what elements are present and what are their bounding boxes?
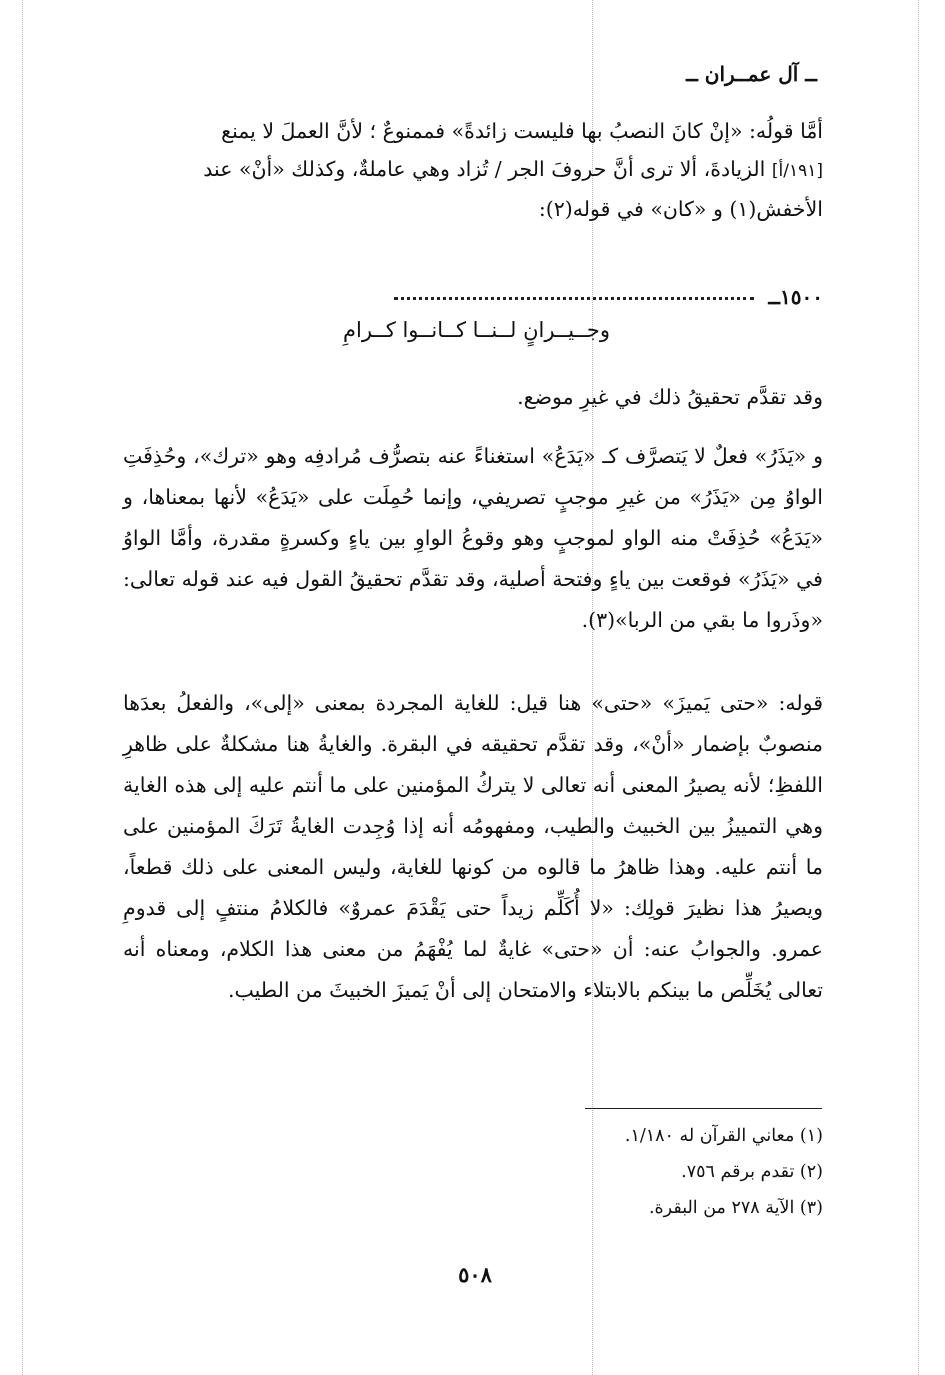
paragraph-1-line-2: الزيادةَ، ألا ترى أنَّ حروفَ الجر / تُزاد وهي عاملةٌ، وكذلك «أنْ» عند: [203, 157, 766, 181]
paragraph-4: قوله: «حتى يَميزَ» «حتى» هنا قيل: للغاية المجردة بمعنى «إلى»، والفعلُ بعدَها منصوبٌ بإضمار «أنْ»، وقد تقدَّم تحقيقه في البقرة. والغايةُ هنا مشكلةٌ على ظاهرِ اللفظِ؛ لأنه يصيرُ المعنى أنه تعالى لا يتركُ المؤمنين على ما أنتم عليه إلى هذه الغاية وهي التمييزُ بين الخبيث والطيب، ومفهومُه أنه إذا وُجِدت الغايةُ تَرَكَ المؤمنين على ما أنتم عليه. وهذا ظاهرُ ما قالوه من كونها للغاية، وليس المعنى على ذلك قطعاً، ويصيرُ هذا نظيرَ قولِك: «لا أُكَلِّم زيداً حتى يَقْدَمَ عمروٌ» فالكلامُ منتفٍ إلى قدومِ عمرو. والجوابُ عنه: أن «حتى» غايةٌ لما يُفْهَمُ من معنى هذا الكلام، ومعناه أنه تعالى يُخَلِّص ما بينكم بالابتلاء والامتحان إلى أنْ يَميزَ الخبيثَ من الطيب.: [123, 691, 823, 1002]
paragraph-1-line-3: الأخفش(١) و «كان» في قوله(٢):: [538, 197, 823, 221]
paragraph-1: [123, 112, 823, 228]
verse-number: ١٥٠٠ــ: [768, 285, 823, 309]
verse-header: [123, 282, 823, 312]
running-header: ــ آل عمــران ــ: [686, 62, 817, 86]
scan-guide-line: [918, 0, 919, 1375]
footnote-2: (٢) تقدم برقم ٧٥٦.: [681, 1162, 823, 1182]
footnote-3: (٣) الآية ٢٧٨ من البقرة.: [648, 1198, 823, 1218]
verse-dotted-line: [394, 287, 754, 300]
paragraph-1-line-1: أمَّا قولُه: «إنْ كانَ النصبُ بها فليست زائدةً» فممنوعٌ ؛ لأنَّ العملَ لا يمنع: [221, 119, 823, 143]
verse-text: وجــيــرانٍ لــنــا كــانــوا كــرامِ: [343, 318, 610, 342]
paragraph-2: وقد تقدَّم تحقيقُ ذلك في غيرِ موضع.: [517, 385, 823, 409]
footnotes: [123, 1118, 823, 1226]
manuscript-page-marker: [١٩١/أ]: [771, 161, 823, 181]
footnote-1: (١) معاني القرآن له ١/١٨٠.: [624, 1126, 823, 1146]
page-number: ٥٠٨: [458, 1262, 492, 1287]
scan-guide-line: [22, 0, 23, 1375]
paragraph-3: و «يَذَرُ» فعلٌ لا يَتصرَّف كـ «يَدَعُ» استغناءً عنه بتصرُّف مُرادفِه وهو «ترك»، وحُذِفَتِ الواوُ مِن «يَذَرُ» من غيرِ موجبٍ تصريفي، وإنما حُمِلَت على «يَدَعُ» لأنها بمعناها، و «يَدَعُ» حُذِفَتْ منه الواو لموجبٍ وهو وقوعُ الواوِ بين ياءٍ وكسرةٍ مقدرة، وأمَّا الواوُ في «يَذَرُ» فوقعت بين ياءٍ وفتحة أصلية، وقد تقدَّم تحقيقُ القول فيه عند قوله تعالى: «وذَروا ما بقي من الربا»(٣).: [123, 444, 823, 632]
footnote-separator: [585, 1108, 822, 1109]
